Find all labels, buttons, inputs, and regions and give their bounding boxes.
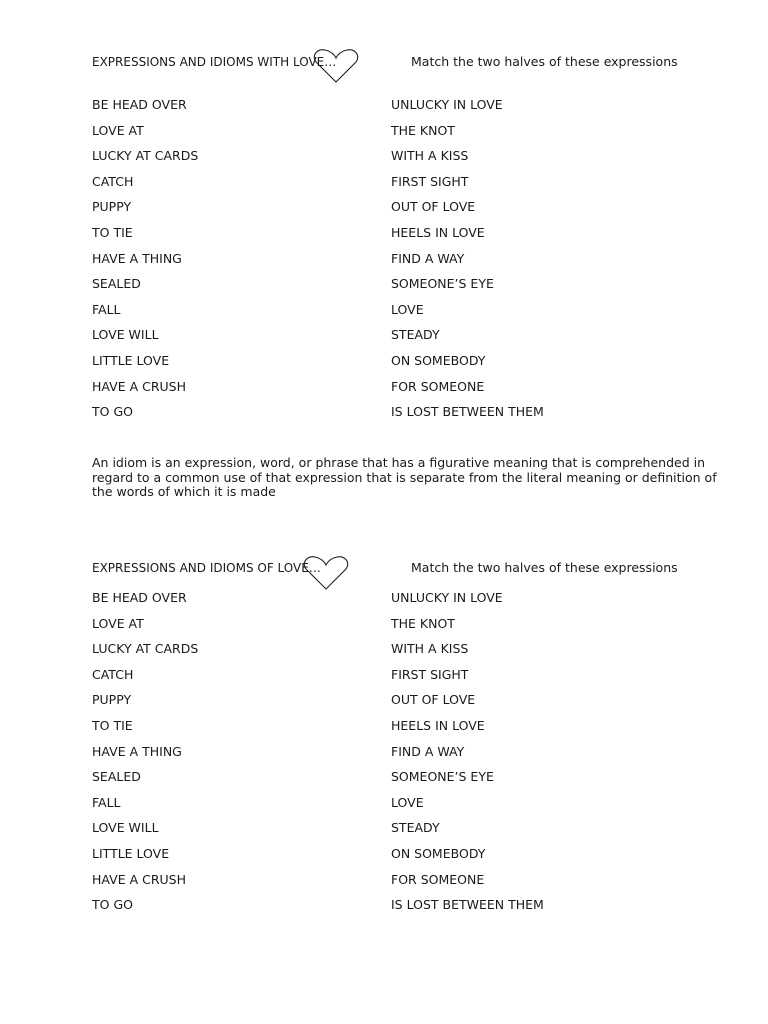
list-item: THE KNOT [391, 122, 455, 138]
list-item: FIND A WAY [391, 743, 465, 759]
list-item: THE KNOT [391, 615, 455, 631]
list-item: LOVE WILL [92, 327, 159, 343]
section1-title: EXPRESSIONS AND IDIOMS WITH LOVE… [92, 55, 337, 69]
list-item: TO GO [92, 404, 133, 420]
list-item: FIRST SIGHT [391, 173, 469, 189]
section1-right-column [391, 97, 544, 430]
section1-left-column [92, 97, 198, 430]
idiom-definition: An idiom is an expression, word, or phrase that has a figurative meaning that is comprehended in regard to a common use of that expression that is separate from the literal meaning or definition of the words of which it is made [92, 455, 717, 500]
list-item: LUCKY AT CARDS [92, 641, 199, 657]
list-item: STEADY [391, 327, 440, 343]
list-item: FOR SOMEONE [391, 378, 485, 394]
list-item: FALL [92, 301, 121, 317]
list-item: LOVE WILL [92, 820, 159, 836]
section1-header [0, 54, 768, 94]
list-item: HAVE A THING [92, 743, 182, 759]
list-item: HAVE A THING [92, 250, 182, 266]
list-item: FIND A WAY [391, 250, 465, 266]
list-item: BE HEAD OVER [92, 97, 187, 112]
list-item: UNLUCKY IN LOVE [391, 590, 503, 605]
list-item: TO TIE [92, 717, 133, 733]
list-item: HAVE A CRUSH [92, 378, 186, 394]
list-item: LITTLE LOVE [92, 352, 170, 368]
heart-icon [313, 48, 359, 84]
list-item: OUT OF LOVE [391, 692, 476, 708]
list-item: LOVE [391, 794, 424, 810]
list-item: FOR SOMEONE [391, 871, 485, 887]
list-item: TO GO [92, 897, 133, 913]
list-item: PUPPY [92, 199, 132, 215]
list-item: ON SOMEBODY [391, 845, 486, 861]
list-item: BE HEAD OVER [92, 590, 187, 605]
list-item: HAVE A CRUSH [92, 871, 186, 887]
list-item: LOVE [391, 301, 424, 317]
list-item: LOVE AT [92, 122, 144, 138]
list-item: SEALED [92, 769, 141, 785]
list-item: LITTLE LOVE [92, 845, 170, 861]
list-item: ON SOMEBODY [391, 352, 486, 368]
section2-right-column [391, 590, 544, 923]
list-item: TO TIE [92, 224, 133, 240]
list-item: STEADY [391, 820, 440, 836]
section1-instruction: Match the two halves of these expressions [411, 54, 678, 69]
list-item: CATCH [92, 666, 134, 682]
section2-left-column [92, 590, 198, 923]
heart-icon [303, 555, 349, 591]
list-item: SEALED [92, 276, 141, 292]
list-item: PUPPY [92, 692, 132, 708]
list-item: FALL [92, 794, 121, 810]
list-item: LUCKY AT CARDS [92, 148, 199, 164]
list-item: IS LOST BETWEEN THEM [391, 897, 544, 913]
list-item: LOVE AT [92, 615, 144, 631]
list-item: HEELS IN LOVE [391, 717, 485, 733]
list-item: WITH A KISS [391, 641, 469, 657]
list-item: HEELS IN LOVE [391, 224, 485, 240]
list-item: SOMEONE’S EYE [391, 769, 494, 785]
list-item: WITH A KISS [391, 148, 469, 164]
section2-title: EXPRESSIONS AND IDIOMS OF LOVE… [92, 561, 321, 575]
list-item: FIRST SIGHT [391, 666, 469, 682]
list-item: SOMEONE’S EYE [391, 276, 494, 292]
list-item: CATCH [92, 173, 134, 189]
list-item: UNLUCKY IN LOVE [391, 97, 503, 112]
list-item: IS LOST BETWEEN THEM [391, 404, 544, 420]
list-item: OUT OF LOVE [391, 199, 476, 215]
section2-instruction: Match the two halves of these expressions [411, 560, 678, 575]
